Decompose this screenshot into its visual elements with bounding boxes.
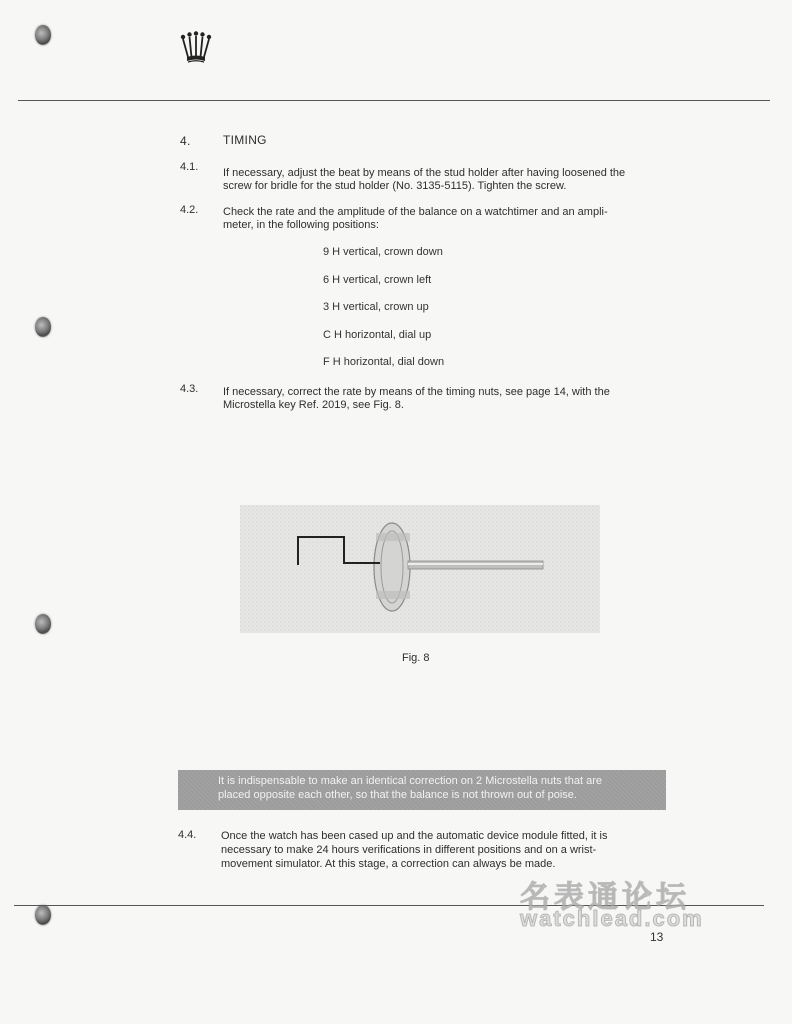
punch-hole-lower xyxy=(35,614,51,634)
section-number: 4. xyxy=(180,134,191,148)
microstella-key-illustration xyxy=(240,505,600,633)
position-item: F H horizontal, dial down xyxy=(323,356,445,368)
item-text-line: meter, in the following positions: xyxy=(223,219,379,231)
crown-logo-icon xyxy=(179,31,213,67)
item-number: 4.4. xyxy=(178,829,197,841)
position-item: 6 H vertical, crown left xyxy=(323,274,432,286)
item-text-line: Once the watch has been cased up and the automatic device module fitted, it is xyxy=(221,830,608,842)
item-text-line: If necessary, adjust the beat by means of the stud holder after having loosened the xyxy=(223,167,626,179)
punch-hole-top xyxy=(35,25,51,45)
watermark-url: watchlead.com xyxy=(520,906,704,931)
item-text-line: screw for bridle for the stud holder (No. 3135-5115). Tighten the screw. xyxy=(223,180,567,192)
item-text-line: Microstella key Ref. 2019, see Fig. 8. xyxy=(223,399,404,411)
figure-caption: Fig. 8 xyxy=(402,652,430,664)
item-number: 4.1. xyxy=(180,161,199,173)
item-text-line: necessary to make 24 hours verifications in different positions and on a wrist- xyxy=(221,844,597,856)
watermark-chinese: 名表通论坛 xyxy=(520,881,690,914)
position-item: C H horizontal, dial up xyxy=(323,329,432,341)
page-number: 13 xyxy=(650,930,664,944)
note-text xyxy=(218,774,658,802)
item-text-line: movement simulator. At this stage, a correction can always be made. xyxy=(221,858,556,870)
punch-hole-bottom xyxy=(35,905,51,925)
item-number: 4.2. xyxy=(180,204,199,216)
position-item: 3 H vertical, crown up xyxy=(323,301,429,313)
note-line: placed opposite each other, so that the balance is not thrown out of poise. xyxy=(218,789,577,801)
note-box xyxy=(178,770,666,810)
header-rule xyxy=(18,100,770,101)
note-line: It is indispensable to make an identical correction on 2 Microstella nuts that are xyxy=(218,775,602,787)
item-text-line: Check the rate and the amplitude of the balance on a watchtimer and an ampli- xyxy=(223,206,608,218)
item-number: 4.3. xyxy=(180,383,199,395)
position-item: 9 H vertical, crown down xyxy=(323,246,443,258)
punch-hole-middle xyxy=(35,317,51,337)
section-title: TIMING xyxy=(223,133,267,147)
fig8-photo xyxy=(240,505,600,633)
item-text-line: If necessary, correct the rate by means of the timing nuts, see page 14, with the xyxy=(223,386,610,398)
